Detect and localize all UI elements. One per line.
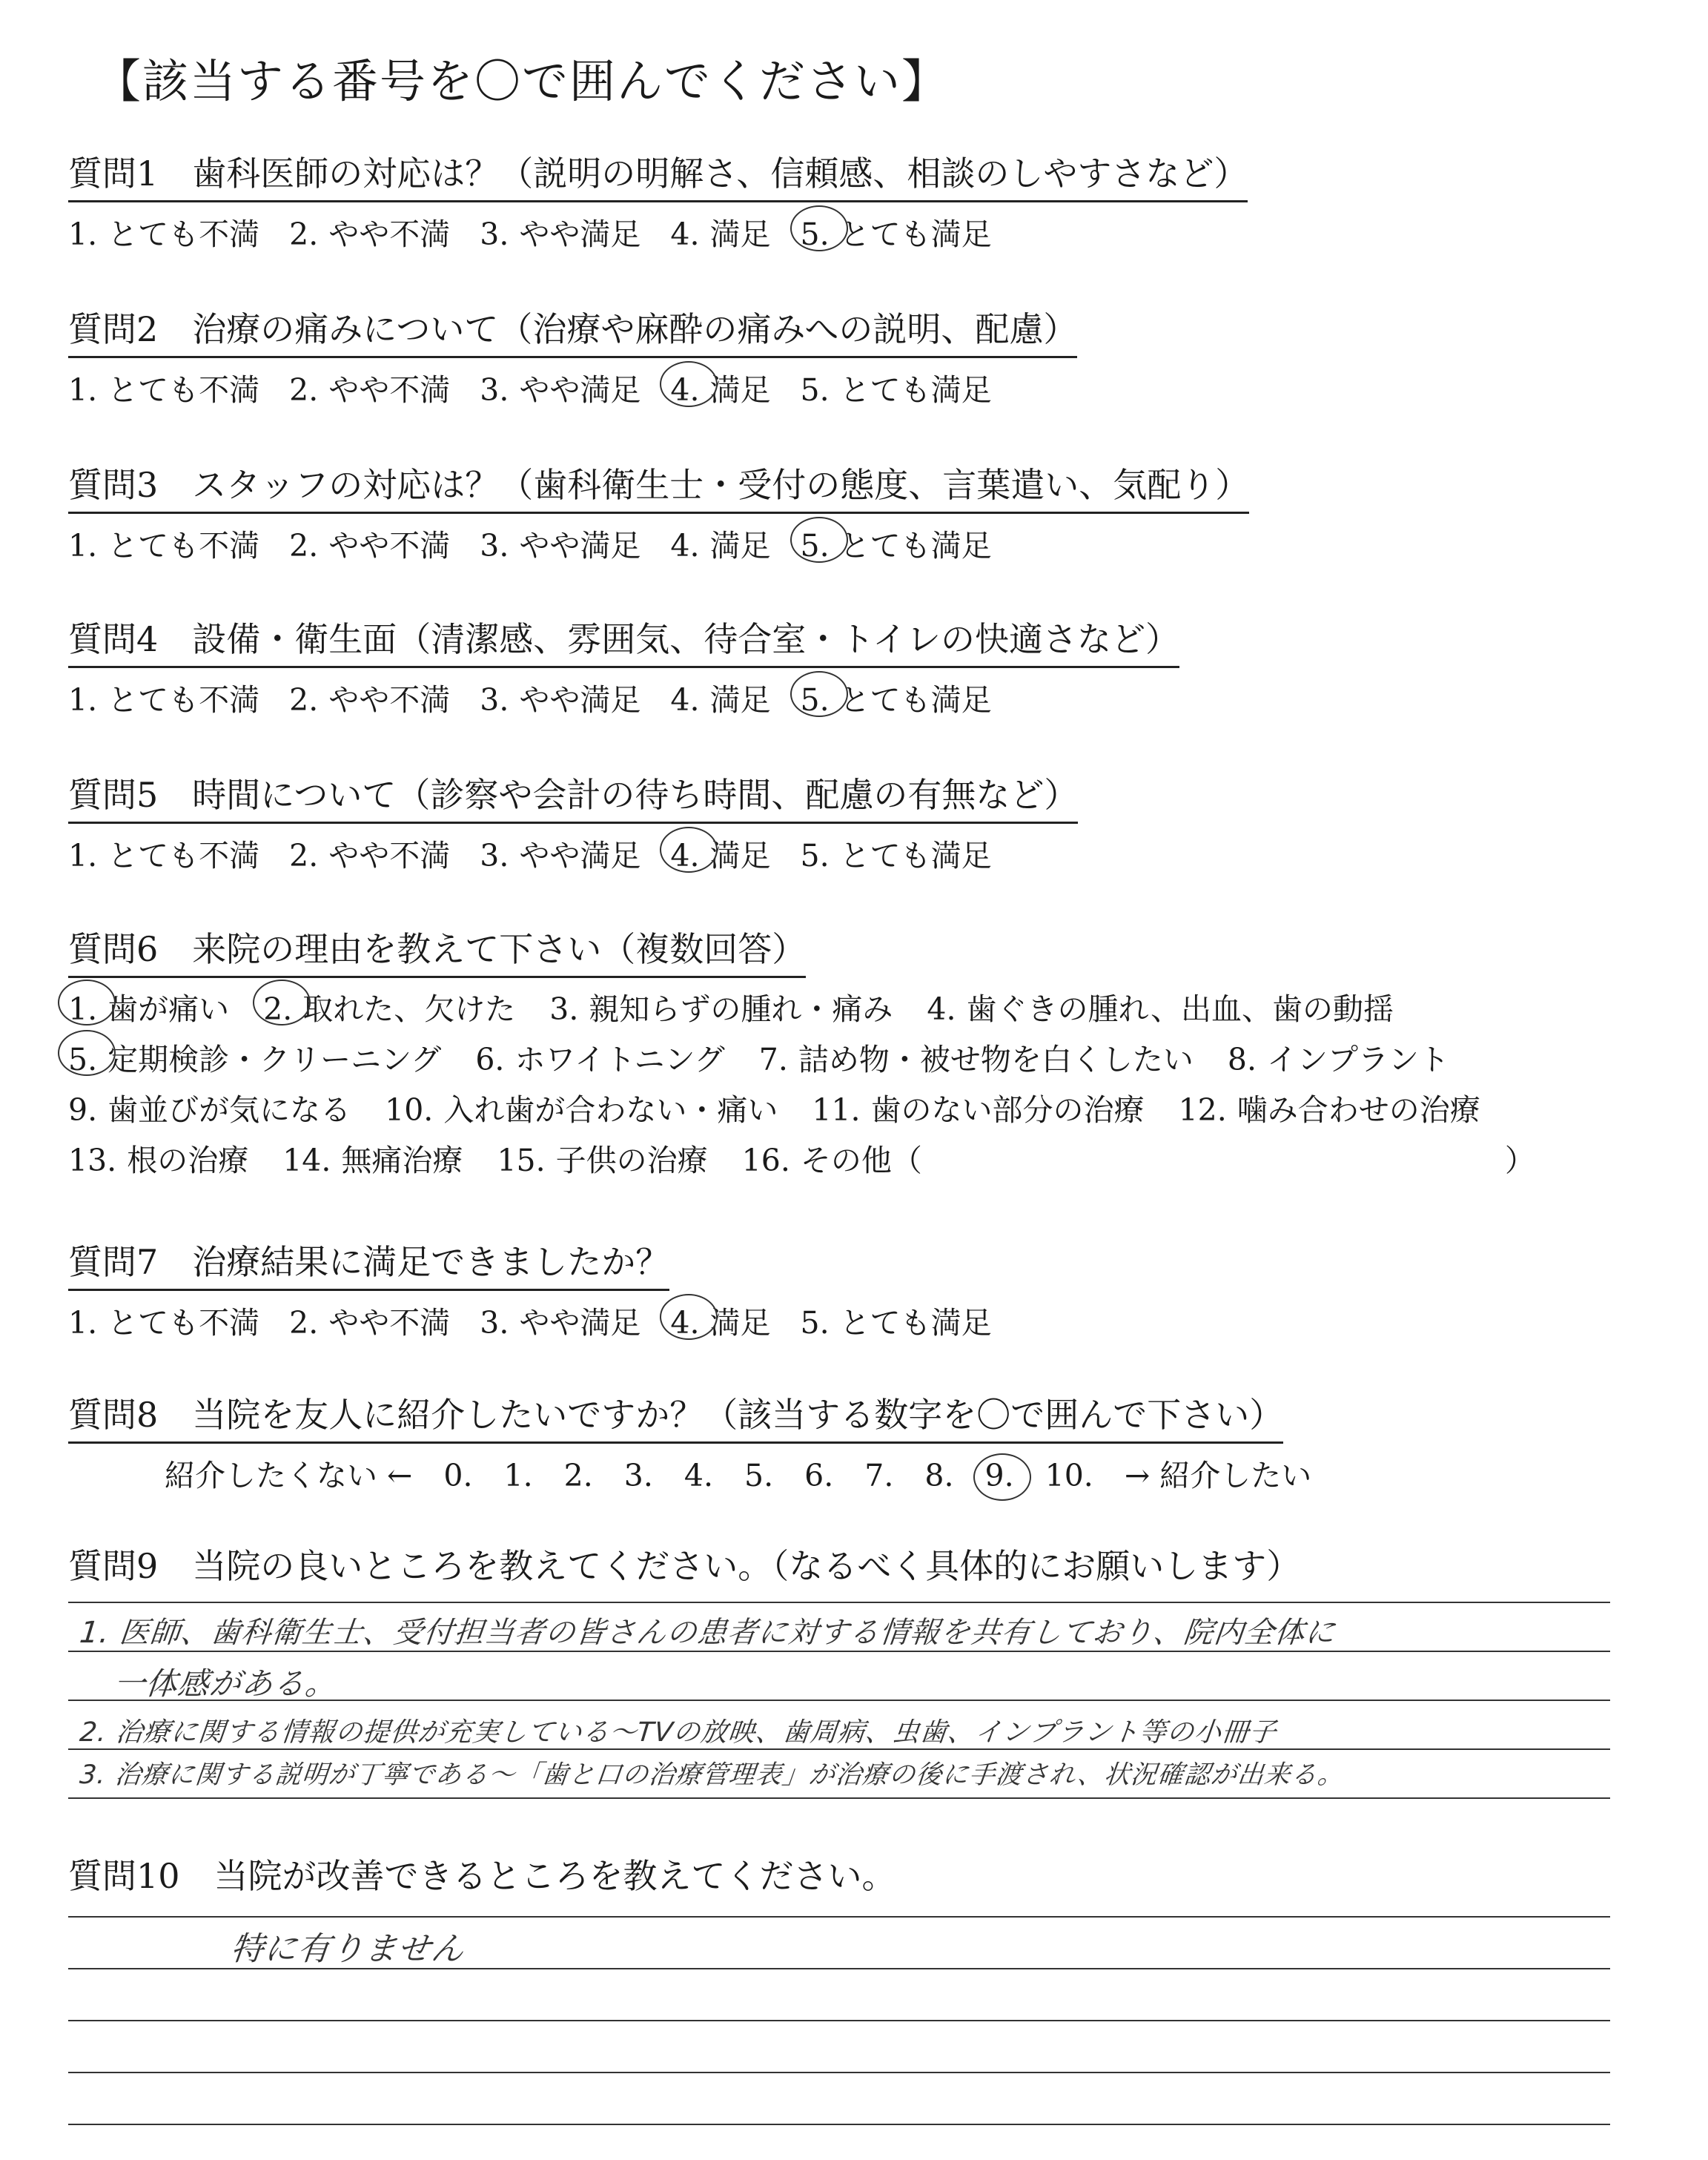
question-5-title: 質問5 時間について（診察や会計の待ち時間、配慮の有無など） xyxy=(68,768,1078,824)
choice-label: とても不満 xyxy=(107,838,260,873)
handwritten-answer-1-cont: 一体感がある。 xyxy=(112,1665,340,1702)
question-8-scale xyxy=(68,1451,1343,1495)
choice-option xyxy=(68,831,259,875)
choice-option xyxy=(289,366,450,409)
scale-value: 3. xyxy=(623,1458,653,1493)
choice-number: 15. xyxy=(497,1143,546,1178)
choice-number: 2. xyxy=(289,372,319,408)
choice-label: ホワイトニング xyxy=(514,1042,725,1077)
choice-number: 14. xyxy=(282,1143,331,1178)
reason-option xyxy=(742,1135,922,1186)
choice-number: 4. xyxy=(670,838,700,873)
question-1-choices xyxy=(68,210,1248,254)
choice-label: とても満足 xyxy=(839,682,992,718)
choice-option xyxy=(289,210,450,254)
answer-line xyxy=(68,1797,1610,1799)
choice-number: 12. xyxy=(1178,1092,1227,1128)
choice-number: 4. xyxy=(670,1305,700,1341)
choice-label: やや満足 xyxy=(519,838,641,873)
question-6-choices xyxy=(68,984,1535,1186)
choice-number: 3. xyxy=(480,1305,509,1341)
choice-label: 満足 xyxy=(709,217,771,252)
page-title: 【該当する番号を〇で囲んでください】 xyxy=(95,54,950,108)
choice-label: やや満足 xyxy=(519,217,641,252)
choice-number: 2. xyxy=(263,984,292,1034)
question-10 xyxy=(68,1849,896,1898)
choice-label: 定期検診・クリーニング xyxy=(107,1042,442,1077)
reason-option xyxy=(1228,1034,1449,1085)
choice-label: 子供の治療 xyxy=(555,1143,708,1178)
answer-line xyxy=(68,2020,1610,2021)
choice-option xyxy=(801,676,992,719)
reason-option xyxy=(385,1085,778,1135)
scale-value: 2. xyxy=(563,1458,593,1493)
choice-number: 4. xyxy=(927,991,956,1027)
choice-label: 満足 xyxy=(709,682,771,718)
scale-value: 4. xyxy=(683,1458,714,1493)
choice-option xyxy=(801,1298,992,1342)
choice-option xyxy=(670,676,770,719)
choice-label: とても不満 xyxy=(107,682,260,718)
reason-option xyxy=(759,1034,1194,1085)
choice-option xyxy=(289,521,450,565)
choice-label: とても満足 xyxy=(839,217,992,252)
choice-number: 4. xyxy=(670,682,700,718)
choice-option xyxy=(480,676,640,719)
choice-option xyxy=(68,1298,259,1342)
choice-number: 5. xyxy=(800,372,830,408)
choice-option xyxy=(68,676,259,719)
choice-label: とても不満 xyxy=(107,372,260,408)
choice-number: 3. xyxy=(480,528,509,564)
handwritten-answer-2: 2. 治療に関する情報の提供が充実している～TVの放映、歯周病、虫歯、インプラント等の小冊子 xyxy=(78,1717,1279,1748)
question-1-title: 質問1 歯科医師の対応は？（説明の明解さ、信頼感、相談のしやすさなど） xyxy=(68,147,1248,202)
choice-number: 2. xyxy=(289,682,319,718)
question-5-choices xyxy=(68,831,1078,875)
choice-label: 歯が痛い xyxy=(107,991,230,1027)
choice-label: とても満足 xyxy=(839,838,992,873)
question-10-answer-area xyxy=(68,1916,1610,2138)
choice-option xyxy=(801,831,992,875)
handwritten-improvement: 特に有りません xyxy=(228,1930,467,1968)
scale-value: 7. xyxy=(864,1458,894,1493)
question-7-choices xyxy=(68,1298,1022,1342)
choice-number: 5. xyxy=(800,682,830,718)
choice-number: 16. xyxy=(741,1143,790,1178)
answer-line xyxy=(68,1916,1610,1918)
choice-label: とても満足 xyxy=(839,528,992,564)
question-3-choices xyxy=(68,521,1249,565)
choice-label: 入れ歯が合わない・痛い xyxy=(443,1092,778,1128)
scale-right-label: → 紹介したい xyxy=(1124,1458,1312,1493)
choice-number: 3. xyxy=(549,991,579,1027)
choice-number: 3. xyxy=(480,838,509,873)
reason-option xyxy=(282,1135,463,1186)
choice-number: 2. xyxy=(289,838,319,873)
choice-label: とても不満 xyxy=(107,217,260,252)
scale-value: 10. xyxy=(1045,1458,1093,1493)
reason-option xyxy=(68,1085,351,1135)
choice-number: 1. xyxy=(68,528,98,564)
choice-option xyxy=(801,366,992,409)
choice-number: 1. xyxy=(68,984,97,1034)
reason-option xyxy=(68,1135,248,1186)
reason-option xyxy=(812,1085,1144,1135)
choice-label: やや満足 xyxy=(519,682,641,718)
choice-option xyxy=(480,1298,640,1342)
question-4 xyxy=(68,612,1179,719)
choice-label: とても不満 xyxy=(107,1305,260,1341)
scale-value: 9. xyxy=(984,1458,1014,1493)
choice-label: 歯ぐきの腫れ、出血、歯の動揺 xyxy=(966,991,1394,1027)
question-9 xyxy=(68,1539,1300,1588)
choice-label: 歯並びが気になる xyxy=(107,1092,351,1128)
answer-line xyxy=(68,1602,1610,1603)
choice-label: インプラント xyxy=(1267,1042,1449,1077)
choice-option xyxy=(480,521,640,565)
scale-value: 6. xyxy=(804,1458,834,1493)
choice-label: とても満足 xyxy=(839,1305,992,1341)
question-10-title: 質問10 当院が改善できるところを教えてください。 xyxy=(68,1856,896,1896)
choice-number: 13. xyxy=(68,1143,117,1178)
question-9-answer-area xyxy=(68,1602,1610,1802)
choice-label: やや満足 xyxy=(519,372,641,408)
choice-number: 3. xyxy=(480,372,509,408)
choice-option xyxy=(68,521,259,565)
question-6-title: 質問6 来院の理由を教えて下さい（複数回答） xyxy=(68,922,806,978)
choice-option xyxy=(670,366,770,409)
choice-number: 10. xyxy=(385,1092,434,1128)
choice-number: 5. xyxy=(800,528,830,564)
choice-number: 4. xyxy=(670,217,700,252)
choice-label: とても満足 xyxy=(839,372,992,408)
choice-label: 歯のない部分の治療 xyxy=(870,1092,1145,1128)
answer-line xyxy=(68,2124,1610,2125)
choice-label: 根の治療 xyxy=(127,1143,249,1178)
reason-row xyxy=(68,1034,1535,1085)
reason-row xyxy=(68,1085,1535,1135)
reason-row xyxy=(68,1135,1535,1186)
question-7 xyxy=(68,1235,1022,1342)
question-2-title: 質問2 治療の痛みについて（治療や麻酔の痛みへの説明、配慮） xyxy=(68,303,1077,358)
other-close-paren: ） xyxy=(1504,1143,1535,1178)
choice-number: 5. xyxy=(800,217,830,252)
choice-number: 7. xyxy=(758,1042,788,1077)
question-2-choices xyxy=(68,366,1077,409)
choice-label: やや不満 xyxy=(328,528,451,564)
choice-option xyxy=(68,210,259,254)
choice-number: 9. xyxy=(68,1092,98,1128)
choice-option xyxy=(670,1298,770,1342)
choice-number: 5. xyxy=(800,838,830,873)
question-4-title: 質問4 設備・衛生面（清潔感、雰囲気、待合室・トイレの快適さなど） xyxy=(68,612,1179,668)
choice-label: とても不満 xyxy=(107,528,260,564)
choice-number: 1. xyxy=(68,217,98,252)
choice-number: 1. xyxy=(68,838,98,873)
reason-option xyxy=(68,984,229,1034)
question-3-title: 質問3 スタッフの対応は？（歯科衛生士・受付の態度、言葉遣い、気配り） xyxy=(68,458,1249,514)
question-2 xyxy=(68,303,1077,409)
choice-option xyxy=(289,676,450,719)
choice-number: 3. xyxy=(480,217,509,252)
choice-label: 満足 xyxy=(709,372,771,408)
choice-label: その他（ xyxy=(800,1143,922,1178)
question-5 xyxy=(68,768,1078,875)
choice-number: 6. xyxy=(475,1042,505,1077)
choice-number: 8. xyxy=(1227,1042,1257,1077)
choice-number: 2. xyxy=(289,1305,319,1341)
choice-label: やや不満 xyxy=(328,682,451,718)
choice-option xyxy=(670,521,770,565)
choice-option xyxy=(480,831,640,875)
choice-option xyxy=(670,831,770,875)
scale-value: 8. xyxy=(924,1458,954,1493)
reason-option xyxy=(475,1034,724,1085)
choice-option xyxy=(480,210,640,254)
question-1 xyxy=(68,147,1248,254)
choice-label: 噛み合わせの治療 xyxy=(1237,1092,1480,1128)
choice-label: やや満足 xyxy=(519,528,641,564)
handwritten-answer-3: 3. 治療に関する説明が丁寧である～「歯と口の治療管理表」が治療の後に手渡され、状況確認が出来る。 xyxy=(78,1760,1346,1790)
handwritten-answer-1: 1. 医師、歯科衛生士、受付担当者の皆さんの患者に対する情報を共有しており、院内全体に xyxy=(78,1616,1337,1650)
choice-label: やや不満 xyxy=(328,1305,451,1341)
question-7-title: 質問7 治療結果に満足できましたか？ xyxy=(68,1235,669,1291)
question-4-choices xyxy=(68,676,1179,719)
reason-option xyxy=(68,1034,441,1085)
choice-number: 5. xyxy=(800,1305,830,1341)
choice-label: やや不満 xyxy=(328,838,451,873)
answer-line xyxy=(68,2072,1610,2073)
choice-label: 満足 xyxy=(709,838,771,873)
choice-label: 満足 xyxy=(709,1305,771,1341)
choice-label: 取れた、欠けた xyxy=(302,991,516,1027)
choice-number: 5. xyxy=(68,1034,97,1085)
choice-number: 2. xyxy=(289,217,319,252)
choice-number: 2. xyxy=(289,528,319,564)
scale-value: 0. xyxy=(443,1458,473,1493)
choice-number: 1. xyxy=(68,372,98,408)
choice-label: やや不満 xyxy=(328,217,451,252)
choice-number: 1. xyxy=(68,1305,98,1341)
choice-number: 11. xyxy=(812,1092,861,1128)
choice-label: やや不満 xyxy=(328,372,451,408)
choice-option xyxy=(289,1298,450,1342)
choice-label: 親知らずの腫れ・痛み xyxy=(589,991,893,1027)
scale-value: 5. xyxy=(744,1458,774,1493)
choice-label: 無痛治療 xyxy=(341,1143,463,1178)
question-3 xyxy=(68,458,1249,565)
choice-option xyxy=(68,366,259,409)
question-8 xyxy=(68,1388,1343,1495)
choice-option xyxy=(801,210,992,254)
reason-row xyxy=(68,984,1535,1034)
choice-number: 4. xyxy=(670,372,700,408)
reason-option xyxy=(497,1135,707,1186)
choice-option xyxy=(289,831,450,875)
reason-option xyxy=(549,984,893,1034)
scale-value: 1. xyxy=(503,1458,533,1493)
choice-option xyxy=(670,210,770,254)
reason-option xyxy=(927,984,1394,1034)
choice-label: 満足 xyxy=(709,528,771,564)
choice-option xyxy=(480,366,640,409)
reason-option xyxy=(263,984,515,1034)
question-8-title: 質問8 当院を友人に紹介したいですか？（該当する数字を〇で囲んで下さい） xyxy=(68,1388,1283,1444)
choice-number: 4. xyxy=(670,528,700,564)
choice-number: 1. xyxy=(68,682,98,718)
question-9-title: 質問9 当院の良いところを教えてください。（なるべく具体的にお願いします） xyxy=(68,1546,1301,1586)
reason-option xyxy=(1179,1085,1480,1135)
choice-number: 3. xyxy=(480,682,509,718)
choice-label: やや満足 xyxy=(519,1305,641,1341)
choice-option xyxy=(801,521,992,565)
scale-left-label: 紹介したくない ← xyxy=(165,1458,413,1493)
choice-label: 詰め物・被せ物を白くしたい xyxy=(798,1042,1194,1077)
question-6 xyxy=(68,922,1535,1186)
